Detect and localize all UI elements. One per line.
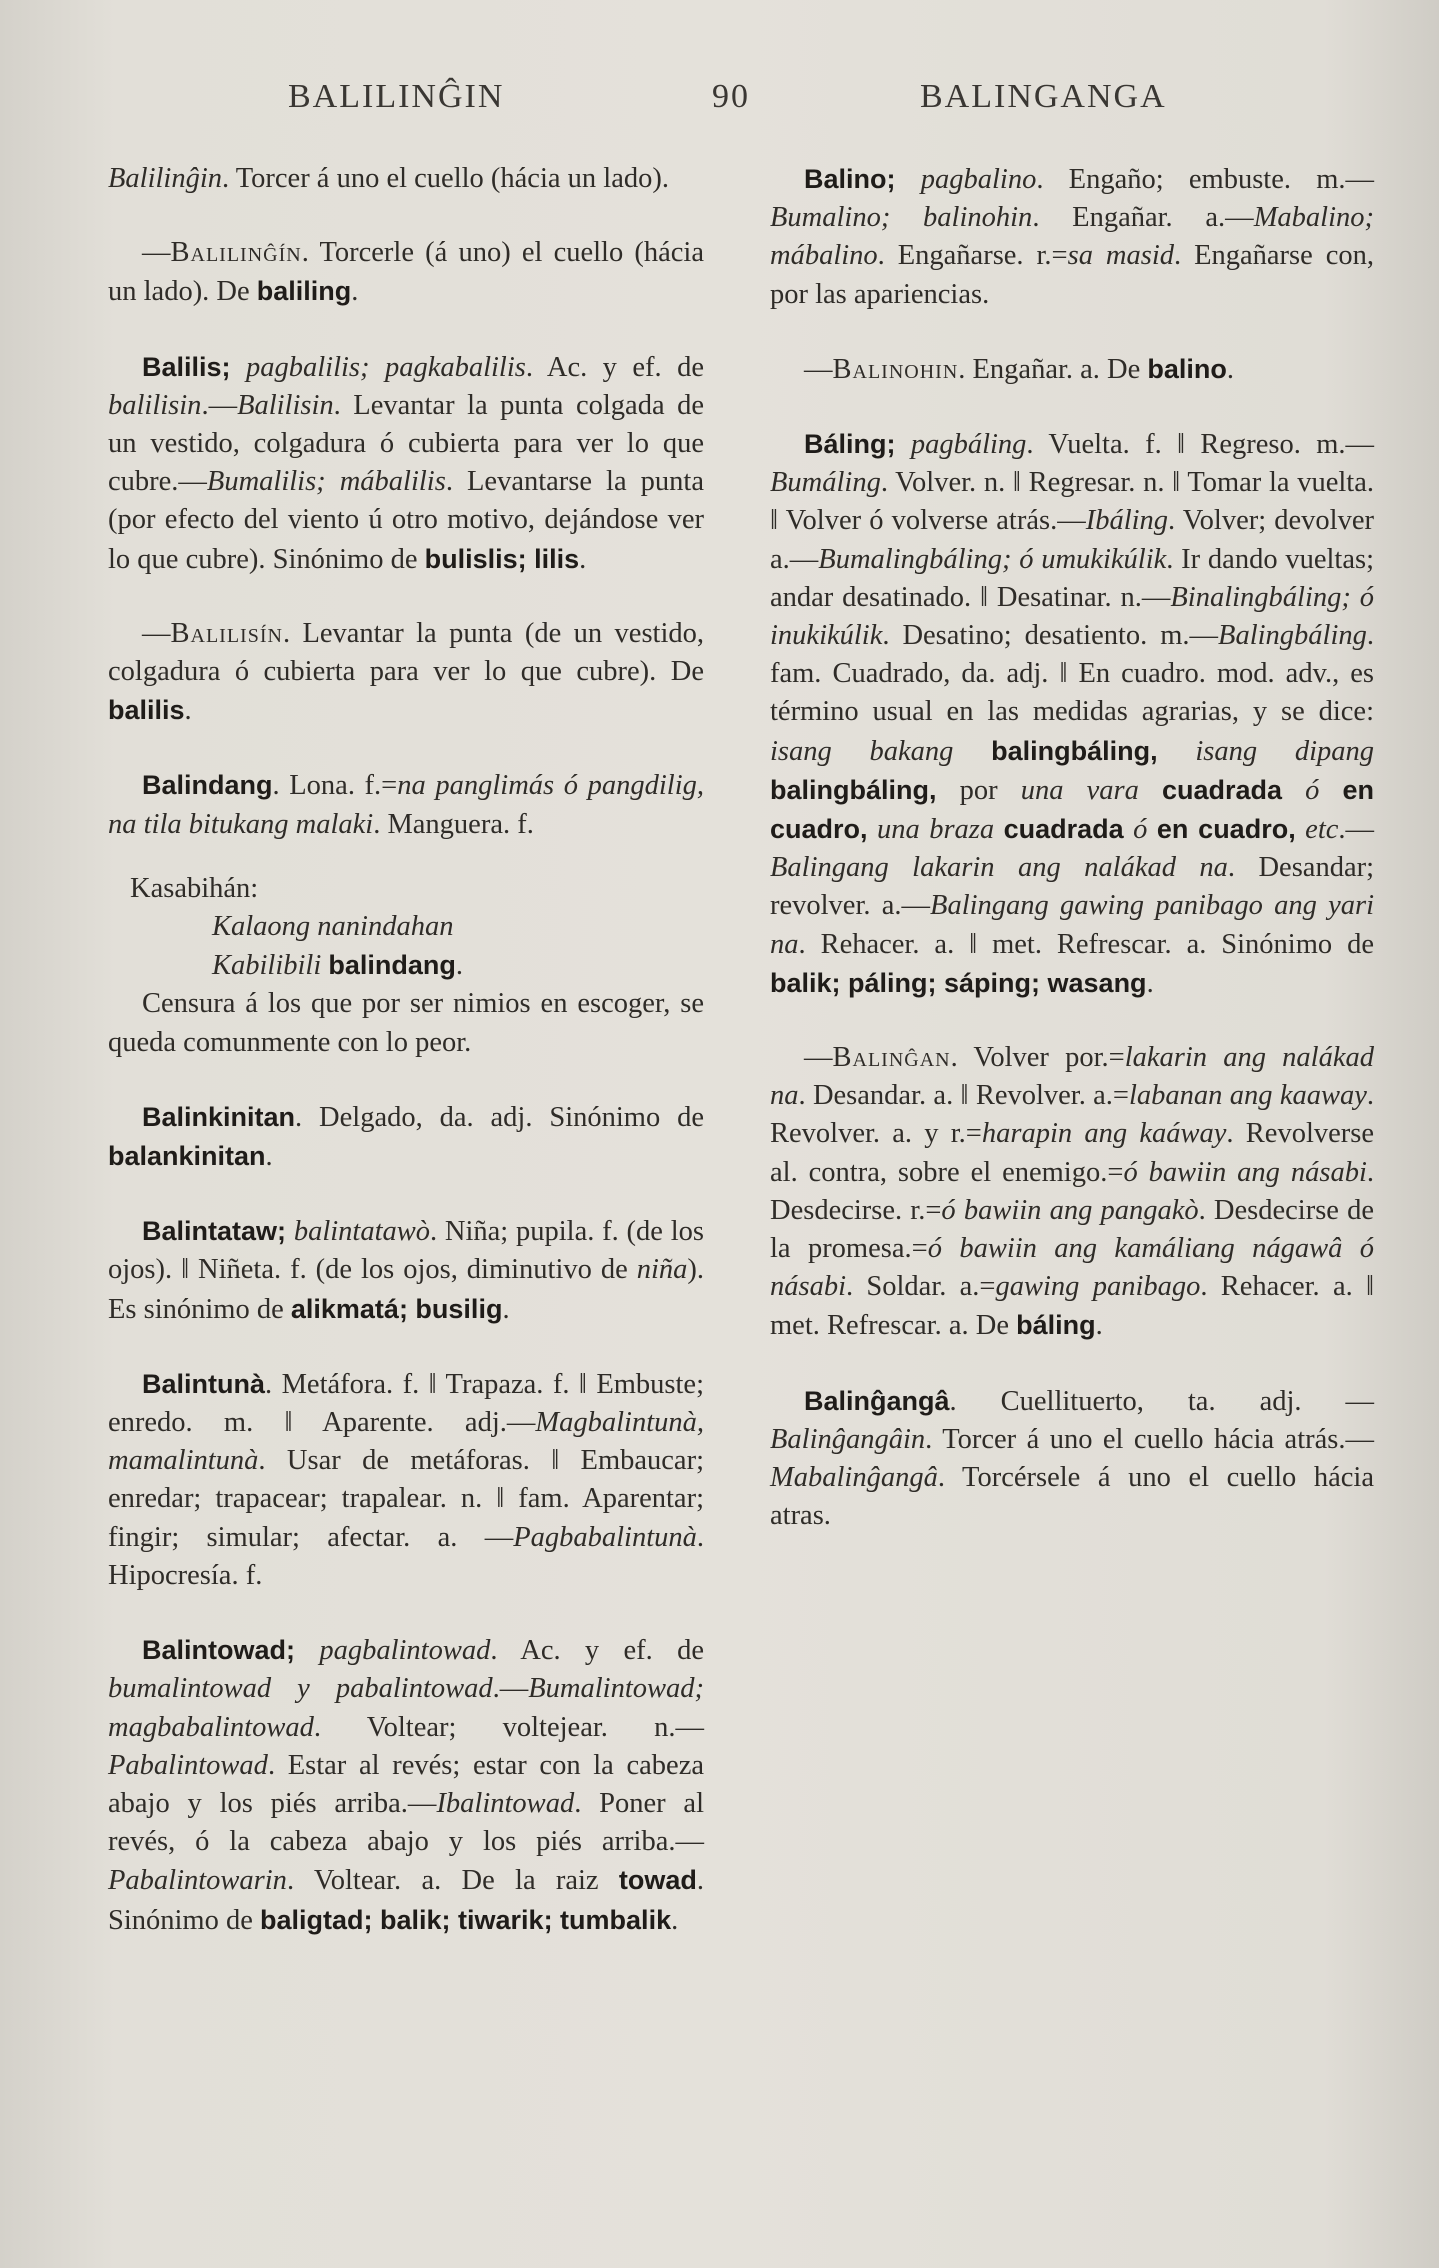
- entry-text: —: [804, 353, 833, 385]
- entry-text: harapin ang kaáway: [981, 1118, 1227, 1150]
- left-column: [108, 160, 704, 1976]
- proverb-explanation: Censura á los que por ser nimios en escoger, se queda comunmente con lo peor.: [108, 988, 704, 1058]
- dictionary-entry: [770, 425, 1374, 1003]
- entry-text: Balinĝan: [832, 1042, 951, 1074]
- proverb-title: Kasabihán:: [130, 872, 259, 904]
- entry-headword: Balindang: [142, 770, 273, 801]
- entry-text: Ibáling: [1085, 505, 1169, 537]
- entry-headword: Báling;: [804, 429, 896, 460]
- entry-crossref: baliling: [256, 276, 352, 307]
- entry-headword: Balinĝangâ: [804, 1385, 950, 1416]
- entry-crossref: balingbáling,: [770, 774, 937, 805]
- entry-crossref: cuadrada: [1003, 814, 1124, 845]
- entry-text: ó bawiin ang násabi: [1123, 1156, 1367, 1188]
- entry-text: . Hipocresía. f.: [108, 1521, 704, 1591]
- entry-text: Bumalingbáling; ó umukikúlik: [818, 543, 1167, 575]
- entry-text: . Usar de metáforas. ‖ Embaucar; enredar; trapacear; trapalear. n. ‖ fam. Aparentar; fingir; simular; afectar. a. —: [108, 1445, 704, 1553]
- entry-text: Binalingbáling; ó inukikúlik: [770, 581, 1374, 652]
- entry-text: . Revolver. a. y r.=: [770, 1080, 1374, 1150]
- entry-text: . Rehacer. a. ‖ met. Refrescar. a. De: [770, 1271, 1374, 1342]
- entry-text: etc: [1295, 814, 1339, 846]
- entry-text: por: [936, 774, 1021, 806]
- entry-text: . Poner al revés, ó la cabeza abajo y los piés arriba.—: [108, 1787, 704, 1858]
- entry-text: . Manguera. f.: [373, 808, 534, 840]
- entry-headword: Balinkinitan: [142, 1101, 296, 1132]
- entry-text: . Desdecirse. r.=: [770, 1156, 1374, 1226]
- entry-crossref: bulislis; lilis: [424, 543, 580, 574]
- entry-text: Balilinĝin: [108, 163, 222, 194]
- entry-text: . Ac. y ef. de: [525, 351, 704, 383]
- entry-text: ó bawiin ang pangakò: [941, 1194, 1199, 1226]
- entry-text: labanan ang kaaway: [1129, 1080, 1367, 1112]
- entry-text: pagbáling: [895, 429, 1027, 461]
- entry-text: .: [1146, 967, 1154, 999]
- entry-text: Pabalintowarin: [108, 1865, 287, 1897]
- entry-text: una braza: [867, 814, 1004, 846]
- entry-crossref: alikmatá; busilig: [290, 1293, 503, 1324]
- entry-text: Bumalino; balinohin: [770, 202, 1033, 234]
- entry-text: . Delgado, da. adj. Sinónimo de: [295, 1101, 704, 1133]
- entry-text: .: [671, 1904, 679, 1936]
- entry-text: Ibalintowad: [436, 1787, 575, 1819]
- entry-crossref: baligtad; balik; tiwarik; tumbalik: [260, 1904, 672, 1935]
- entry-text: sa masid: [1067, 240, 1175, 272]
- entry-text: . Voltear; voltejear. n.—: [313, 1711, 704, 1743]
- entry-text: Balinohin: [832, 353, 959, 385]
- entry-text: . Desandar; revolver. a.—: [770, 852, 1375, 922]
- entry-text: . Volver por.=: [950, 1042, 1125, 1074]
- entry-text: . Torcérsele á uno el cuello hácia atras.: [770, 1462, 1374, 1532]
- entry-crossref: towad: [618, 1865, 697, 1896]
- entry-text: . Desatino; desatiento. m.—: [882, 620, 1219, 652]
- entry-text: . Revolverse al. contra, sobre el enemigo.=: [770, 1118, 1374, 1188]
- entry-text: niña: [636, 1254, 688, 1286]
- entry-text: .: [1095, 1310, 1103, 1342]
- entry-text: . Rehacer. a. ‖ met. Refrescar. a. Sinónimo de: [798, 928, 1374, 960]
- entry-crossref: cuadrada: [1161, 774, 1282, 805]
- entry-text: . Lona. f.=: [272, 770, 398, 802]
- entry-text: Pagbabalintunà: [513, 1521, 697, 1553]
- entry-crossref: balilis: [108, 695, 185, 726]
- entry-text: . Sinónimo de: [108, 1865, 704, 1936]
- dictionary-entry: [770, 1382, 1374, 1536]
- dictionary-entry: [108, 1098, 704, 1176]
- entry-text: —: [142, 617, 171, 649]
- entry-text: pagbalilis; pagkabalilis: [230, 351, 526, 383]
- header-right-guideword: BALINGANGA: [920, 78, 1167, 115]
- dictionary-entry: [108, 1631, 704, 1940]
- entry-crossref: balankinitan: [108, 1141, 266, 1172]
- dictionary-entry: [108, 234, 704, 311]
- entry-crossref: balino: [1147, 353, 1227, 384]
- entry-text: . Torcer á uno el cuello hácia atrás.—: [925, 1423, 1374, 1455]
- entry-text: una vara: [1020, 774, 1162, 806]
- proverb-punct: .: [455, 950, 464, 982]
- entry-text: ó: [1282, 774, 1343, 806]
- entry-text: Bumáling: [770, 467, 881, 499]
- entry-text: Balingbáling: [1218, 620, 1367, 652]
- entry-text: . Desandar. a. ‖ Revolver. a.=: [798, 1080, 1130, 1112]
- entry-text: —: [142, 237, 171, 269]
- entry-text: . Desdecirse de la promesa.=: [770, 1194, 1374, 1265]
- entry-text: . Torcer á uno el cuello (hácia un lado).: [222, 163, 669, 194]
- entry-text: Pabalintowad: [108, 1749, 268, 1781]
- entry-text: Balilinĝín: [170, 237, 302, 269]
- entry-text: . Vuelta. f. ‖ Regreso. m.—: [1026, 429, 1374, 461]
- proverb-block: [108, 870, 704, 1062]
- entry-crossref: en cuadro,: [1156, 814, 1296, 845]
- entry-text: pagbalino: [895, 164, 1037, 195]
- entry-text: Bumalintowad; magbabalintowad: [108, 1673, 704, 1743]
- proverb-keyword: balindang: [328, 950, 456, 981]
- header-left-guideword: BALILINĜIN: [288, 78, 505, 115]
- dictionary-entry: [108, 1212, 704, 1329]
- entry-text: Balingang gawing panibago ang yari na: [770, 890, 1375, 960]
- entry-crossref: balik; páling; sáping; wasang: [770, 967, 1147, 998]
- entry-text: .: [184, 695, 192, 727]
- entry-text: .: [265, 1141, 273, 1173]
- page-header: [0, 78, 1439, 138]
- dictionary-entry: [108, 348, 704, 579]
- entry-text: na panglimás ó pangdilig, na tila bitukang malaki: [108, 770, 705, 840]
- entry-text: ó: [1123, 814, 1157, 846]
- entry-text: lakarin ang nalákad na: [770, 1042, 1374, 1112]
- page-number: 90: [712, 78, 750, 115]
- entry-text: gawing panibago: [995, 1271, 1201, 1303]
- right-column: [770, 160, 1374, 1572]
- entry-text: isang dipang: [1157, 735, 1374, 767]
- entry-crossref: báling: [1016, 1310, 1096, 1341]
- entry-headword: Balilis;: [142, 351, 231, 382]
- entry-text: . Engañarse con, por las apariencias.: [770, 240, 1374, 310]
- entry-text: bumalintowad y pabalintowad: [108, 1673, 493, 1705]
- entry-text: .: [351, 276, 359, 308]
- entry-text: balintatawò: [286, 1216, 430, 1248]
- entry-text: . Niña; pupila. f. (de los ojos). ‖ Niñeta. f. (de los ojos, diminutivo de: [108, 1216, 704, 1286]
- entry-text: .: [579, 543, 587, 575]
- entry-headword: Balintunà: [142, 1368, 266, 1399]
- entry-text: . Levantarse la punta (por efecto del viento ú otro motivo, dejándose ver lo que cubre). Sinónimo de: [108, 466, 704, 575]
- dictionary-entry: [770, 1039, 1374, 1346]
- entry-headword: Balintataw;: [142, 1216, 287, 1247]
- dictionary-entry: [770, 350, 1374, 389]
- entry-text: . fam. Cuadrado, da. adj. ‖ En cuadro. mod. adv., es término usual en las medidas agrarias, y se dice:: [770, 620, 1374, 728]
- entry-text: . Torcerle (á uno) el cuello (hácia un lado). De: [108, 237, 704, 308]
- dictionary-entry: [108, 615, 704, 731]
- entry-text: Balilisin: [237, 389, 334, 421]
- entry-text: isang bakang: [770, 735, 992, 767]
- entry-headword: Balintowad;: [142, 1635, 295, 1666]
- entry-text: .—: [492, 1673, 529, 1705]
- entry-crossref: en cuadro,: [770, 774, 1374, 845]
- entry-text: . Metáfora. f. ‖ Trapaza. f. ‖ Embuste; enredo. m. ‖ Aparente. adj.—: [108, 1368, 704, 1439]
- entry-text: Balinĝangâin: [770, 1423, 926, 1455]
- entry-text: —: [804, 1042, 833, 1074]
- proverb-line: Kalaong nanindahan: [212, 911, 454, 943]
- entry-text: ). Es sinónimo de: [108, 1254, 704, 1325]
- entry-text: . Engañar. a. De: [958, 353, 1148, 385]
- dictionary-entry: [108, 160, 704, 198]
- entry-text: .: [502, 1293, 510, 1325]
- entry-text: Balingang lakarin ang nalákad na: [770, 852, 1228, 884]
- entry-text: . Ac. y ef. de: [490, 1635, 705, 1667]
- entry-text: Balilisín: [170, 617, 283, 649]
- entry-text: . Levantar la punta (de un vestido, colgadura ó cubierta para ver lo que cubre). De: [108, 617, 704, 688]
- entry-text: Mabalino; mábalino: [770, 202, 1375, 272]
- entry-text: ó bawiin ang kamáliang nágawâ ó násabi: [770, 1233, 1374, 1303]
- entry-text: Magbalintunà, mamalintunà: [108, 1407, 704, 1477]
- entry-text: . Engañar. a.—: [1032, 202, 1254, 234]
- entry-text: Mabalinĝangâ: [770, 1462, 938, 1494]
- entry-text: . Levantar la punta colgada de un vestido, colgadura ó cubierta para ver lo que cubre.—: [108, 389, 704, 498]
- entry-text: .—: [1338, 814, 1375, 846]
- entry-text: .: [1226, 353, 1235, 385]
- dictionary-entry: [108, 1365, 704, 1595]
- entry-text: . Ir dando vueltas; andar desatinado. ‖ Desatinar. n.—: [770, 543, 1374, 613]
- entry-text: . Cuellituerto, ta. adj. —: [949, 1385, 1374, 1417]
- entry-text: .—: [201, 389, 238, 421]
- entry-text: . Estar al revés; estar con la cabeza abajo y los piés arriba.—: [108, 1749, 704, 1819]
- entry-text: pagbalintowad: [295, 1635, 491, 1667]
- dictionary-entry: [108, 766, 704, 843]
- entry-text: . Engañarse. r.=: [877, 240, 1068, 272]
- entry-text: . Voltear. a. De la raiz: [286, 1865, 619, 1897]
- proverb-line: [108, 946, 704, 985]
- entry-text: . Engaño; embuste. m.—: [1036, 164, 1375, 195]
- proverb-line-text: Kabilibili: [212, 950, 329, 982]
- entry-text: . Volver; devolver a.—: [770, 505, 1374, 575]
- entry-crossref: balingbáling,: [991, 735, 1158, 766]
- entry-text: . Soldar. a.=: [846, 1271, 996, 1303]
- entry-text: balilisin: [108, 389, 202, 421]
- entry-text: Bumalilis; mábalilis: [206, 466, 446, 498]
- entry-text: . Volver. n. ‖ Regresar. n. ‖ Tomar la vuelta. ‖ Volver ó volverse atrás.—: [770, 467, 1374, 537]
- dictionary-entry: [770, 160, 1374, 314]
- entry-headword: Balino;: [804, 164, 896, 194]
